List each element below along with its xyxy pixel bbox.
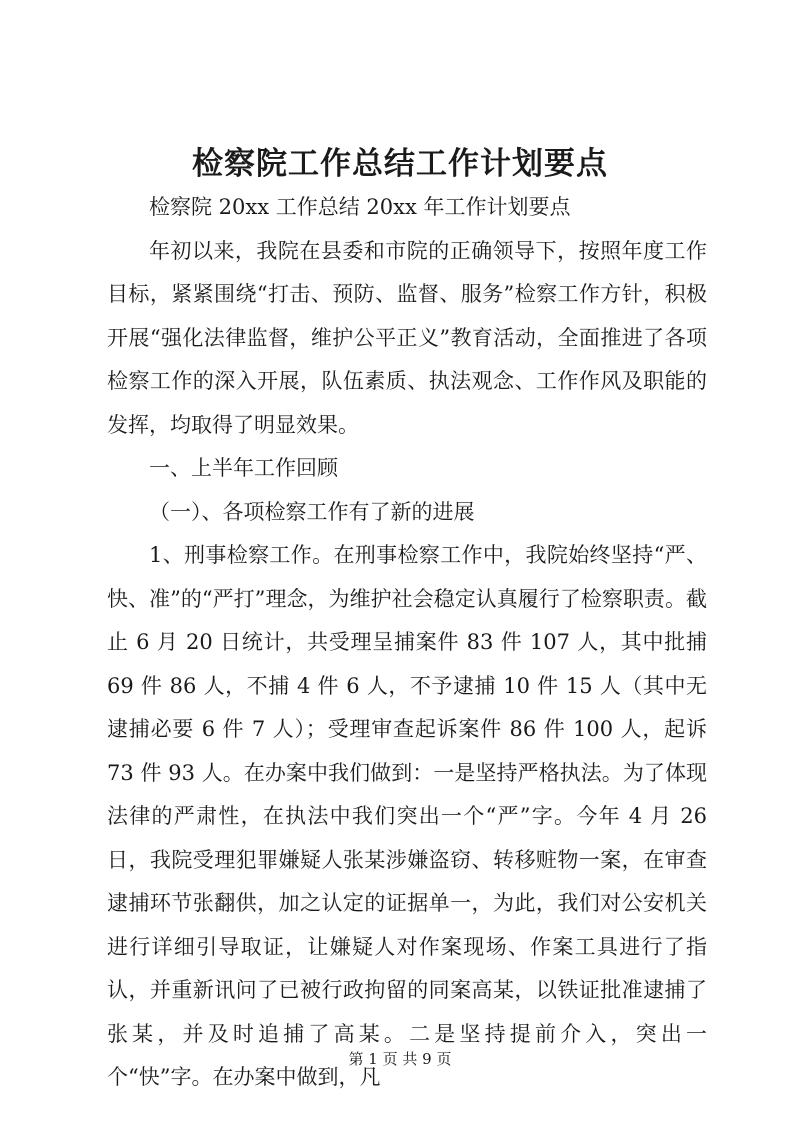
page-title: 检察院工作总结工作计划要点 [192, 146, 608, 182]
body-paragraph: 1、刑事检察工作。在刑事检察工作中，我院始终坚持“严、快、准”的“严打”理念，为维护社会稳定认真履行了检察职责。截止 6 月 20 日统计，共受理呈捕案件 83 件 107 人，其中批捕 69 件 86 人，不捕 4 件 6 人，不予逮捕 10 件 15 人（其中无逮捕必要 6 件 7 人）；受理审查起诉案件 86 件 100 人，起诉 73 件 93 人。在办案中我们做到：一是坚持严格执法。为了体现法律的严肃性，在执法中我们突出一个“严”字。今年 4 月 26 日，我院受理犯罪嫌疑人张某涉嫌盗窃、转移赃物一案，在审查逮捕环节张翻供，加之认定的证据单一，为此，我们对公安机关进行详细引导取证，让嫌疑人对作案现场、作案工具进行了指认，并重新讯问了已被行政拘留的同案高某，以铁证批准逮捕了张某，并及时追捕了高某。二是坚持提前介入，突出一个“快”字。在办案中做到，凡 [107, 543, 707, 1089]
document-body [107, 186, 707, 1100]
intro-paragraph: 年初以来，我院在县委和市院的正确领导下，按照年度工作目标，紧紧围绕“打击、预防、监督、服务”检察工作方针，积极开展“强化法律监督，维护公平正义”教育活动，全面推进了各项检察工作的深入开展，队伍素质、执法观念、工作作风及职能的发挥，均取得了明显效果。 [107, 238, 707, 437]
section-heading: 一、上半年工作回顾 [149, 456, 338, 480]
page-footer: 第 1 页 共 9 页 [348, 1050, 452, 1068]
subtitle-paragraph: 检察院 20xx 工作总结 20xx 年工作计划要点 [149, 195, 571, 219]
subsection-heading: （一）、各项检察工作有了新的进展 [149, 499, 475, 524]
